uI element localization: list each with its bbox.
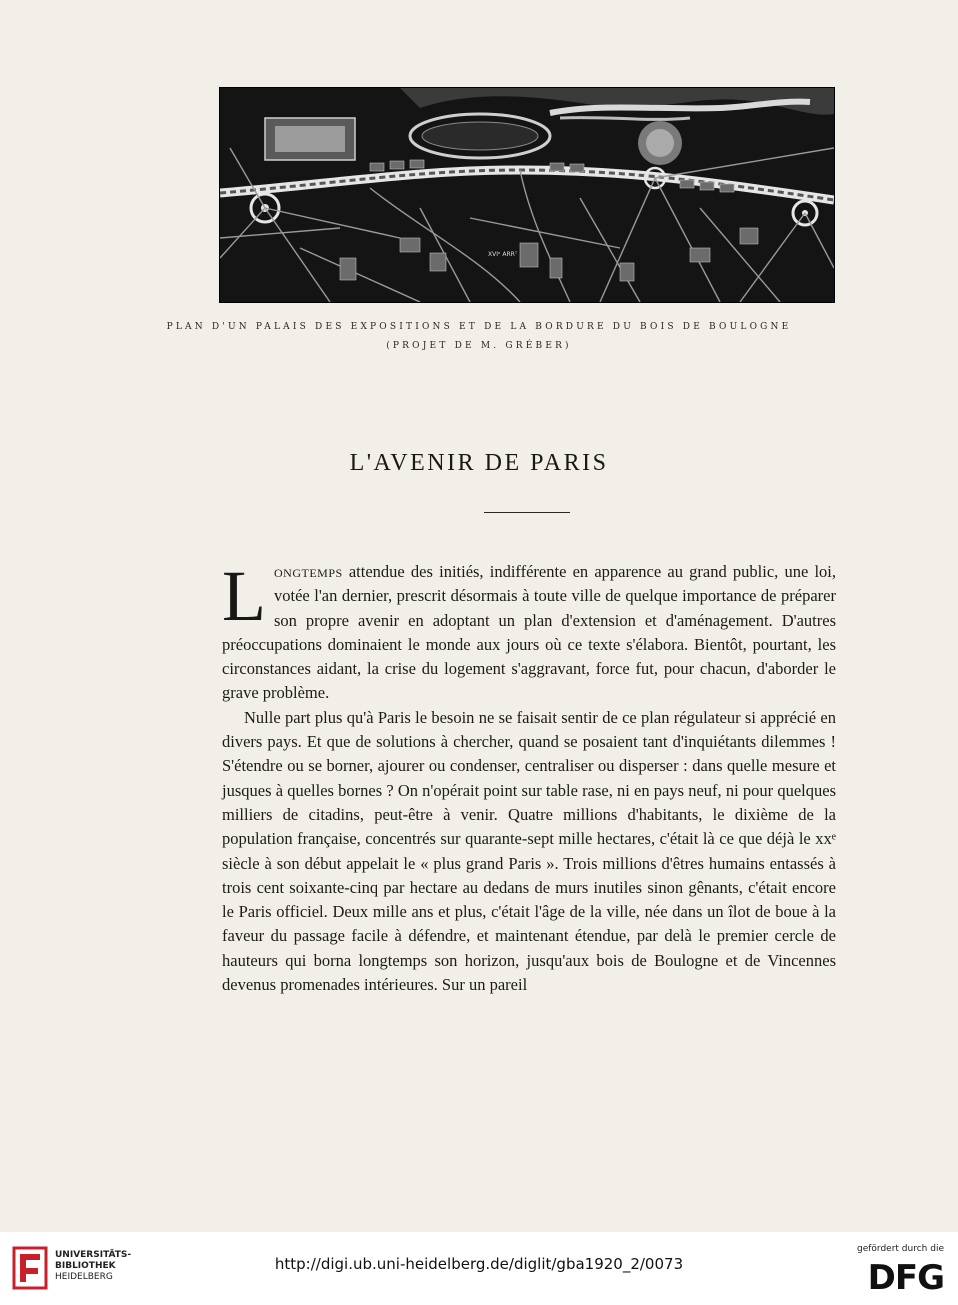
- map-drawing: [220, 88, 834, 302]
- library-name-line-3: HEIDELBERG: [55, 1272, 113, 1282]
- figure-caption-line-2: (PROJET DE M. GRÉBER): [386, 341, 572, 351]
- library-name-line-2: BIBLIOTHEK: [55, 1261, 116, 1271]
- paragraph-1-text: attendue des initiés, indifférente en apparence au grand public, une loi, votée l'an dernier, prescrit désormais à toute ville de quelque importance de préparer son propre avenir en adoptant un plan d'extension et d'aménagement. D'autres préoccupations dominaient le monde aux jours où ce texte s'élabora. Bientôt, pourtant, les circonstances aidant, la crise du logement s'aggravant, force fut, pour chacun, d'aborder le grave problème.: [222, 562, 836, 703]
- digitization-footer: [0, 1232, 958, 1305]
- library-name-line-1: UNIVERSITÄTS-: [55, 1250, 132, 1260]
- paragraph-2: Nulle part plus qu'à Paris le besoin ne se faisait sentir de ce plan régulateur si apprécié en divers pays. Et que de solutions à chercher, quand se posaient tant d'inquiétants dilemmes ! S'étendre ou se borner, ajourer ou condenser, centraliser ou disperser : dans quelle mesure et jusques à quelles bornes ? On n'opérait point sur table rase, ni en pays neuf, ni pour quelques milliers de citadins, peut-être à venir. Quatre millions d'habitants, le dixième de la population française, concentrés sur quarante-sept mille hectares, c'était là ce que déjà le xxᵉ siècle à son début appelait le « plus grand Paris ». Trois millions d'êtres humains entassés à trois cent soixante-cinq par hectare au dedans de murs inutiles sinon gênants, c'était encore le Paris officiel. Deux mille ans et plus, c'était l'âge de la ville, née dans un îlot de boue à la faveur du passage facile à défendre, et maintenant étendue, par delà le premier cercle de hauteurs qui borna longtemps son horizon, jusqu'aux bois de Boulogne et de Vincennes devenus promenades intérieures. Sur un pareil: [222, 707, 836, 995]
- dfg-logo: DFG: [867, 1258, 944, 1298]
- drop-cap: L: [222, 556, 266, 636]
- map-illustration: [219, 87, 835, 303]
- map-label: XVIᵉ ARRᵀ: [488, 251, 518, 258]
- paragraph-1: [222, 556, 836, 706]
- article-title: L'AVENIR DE PARIS: [349, 450, 609, 476]
- title-divider: [484, 512, 570, 513]
- article-body: [222, 556, 836, 997]
- figure-caption-line-1: PLAN D'UN PALAIS DES EXPOSITIONS ET DE LA BORDURE DU BOIS DE BOULOGNE: [166, 322, 792, 332]
- small-caps-lead: ongtemps: [273, 562, 343, 581]
- source-url-link[interactable]: http://digi.ub.uni-heidelberg.de/diglit/gba1920_2/0073: [274, 1255, 684, 1273]
- sponsor-label: gefördert durch die: [857, 1244, 944, 1254]
